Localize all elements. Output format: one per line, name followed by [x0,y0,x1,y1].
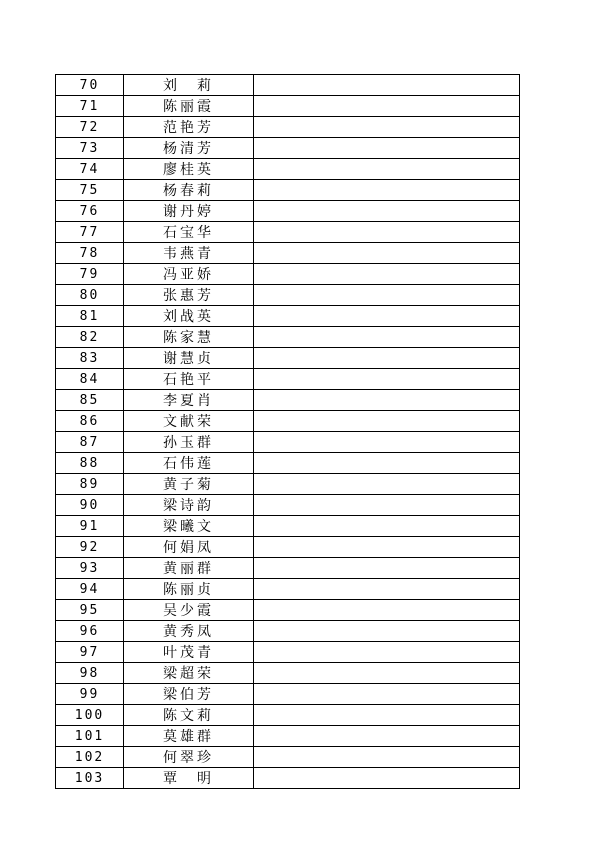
table-row [56,411,520,432]
empty-cell[interactable] [254,327,520,348]
table-row [56,369,520,390]
table-row [56,117,520,138]
empty-cell[interactable] [254,348,520,369]
empty-cell[interactable] [254,600,520,621]
table-row [56,621,520,642]
empty-cell[interactable] [254,453,520,474]
empty-cell[interactable] [254,579,520,600]
table-row [56,285,520,306]
name-cell[interactable]: 谢丹婷 [124,201,254,222]
empty-cell[interactable] [254,264,520,285]
name-cell[interactable]: 吴少霞 [124,600,254,621]
empty-cell[interactable] [254,390,520,411]
row-number-cell[interactable]: 79 [56,264,124,285]
name-cell[interactable]: 梁超荣 [124,663,254,684]
name-cell[interactable]: 石艳平 [124,369,254,390]
name-cell[interactable]: 陈丽贞 [124,579,254,600]
row-number-cell[interactable]: 91 [56,516,124,537]
empty-cell[interactable] [254,642,520,663]
row-number-cell[interactable]: 95 [56,600,124,621]
table-row [56,75,520,96]
empty-cell[interactable] [254,432,520,453]
name-cell[interactable]: 莫雄群 [124,726,254,747]
table-row [56,642,520,663]
table-row [56,243,520,264]
table-row [56,390,520,411]
empty-cell[interactable] [254,537,520,558]
name-cell[interactable]: 梁曦文 [124,516,254,537]
name-cell[interactable]: 陈文莉 [124,705,254,726]
table-row [56,432,520,453]
name-cell[interactable]: 谢慧贞 [124,348,254,369]
name-cell[interactable]: 叶茂青 [124,642,254,663]
empty-cell[interactable] [254,285,520,306]
table-row [56,180,520,201]
row-number-cell[interactable]: 70 [56,75,124,96]
table-row [56,495,520,516]
row-number-cell[interactable]: 102 [56,747,124,768]
row-number-cell[interactable]: 101 [56,726,124,747]
name-cell[interactable]: 杨春莉 [124,180,254,201]
row-number-cell[interactable]: 71 [56,96,124,117]
table-row [56,201,520,222]
empty-cell[interactable] [254,558,520,579]
empty-cell[interactable] [254,306,520,327]
table-row [56,768,520,789]
name-cell[interactable]: 石伟莲 [124,453,254,474]
empty-cell[interactable] [254,663,520,684]
empty-cell[interactable] [254,138,520,159]
table-row [56,705,520,726]
table-row [56,558,520,579]
table-row [56,516,520,537]
name-cell[interactable]: 刘战英 [124,306,254,327]
row-number-cell[interactable]: 76 [56,201,124,222]
name-cell[interactable]: 文献荣 [124,411,254,432]
row-number-cell[interactable]: 88 [56,453,124,474]
row-number-cell[interactable]: 74 [56,159,124,180]
empty-cell[interactable] [254,222,520,243]
row-number-cell[interactable]: 87 [56,432,124,453]
name-cell[interactable]: 范艳芳 [124,117,254,138]
row-number-cell[interactable]: 103 [56,768,124,789]
table-row [56,537,520,558]
row-number-cell[interactable]: 86 [56,411,124,432]
empty-cell[interactable] [254,180,520,201]
empty-cell[interactable] [254,705,520,726]
row-number-cell[interactable]: 84 [56,369,124,390]
empty-cell[interactable] [254,369,520,390]
table-row [56,747,520,768]
row-number-cell[interactable]: 82 [56,327,124,348]
empty-cell[interactable] [254,159,520,180]
row-number-cell[interactable]: 99 [56,684,124,705]
row-number-cell[interactable]: 100 [56,705,124,726]
empty-cell[interactable] [254,75,520,96]
table-row [56,222,520,243]
name-cell[interactable]: 陈丽霞 [124,96,254,117]
name-cell[interactable]: 李夏肖 [124,390,254,411]
name-cell[interactable]: 黄秀凤 [124,621,254,642]
roster-body [56,75,520,789]
table-row [56,138,520,159]
name-cell[interactable]: 何娟凤 [124,537,254,558]
name-roster-table [55,74,520,789]
row-number-cell[interactable]: 78 [56,243,124,264]
row-number-cell[interactable]: 89 [56,474,124,495]
row-number-cell[interactable]: 93 [56,558,124,579]
empty-cell[interactable] [254,621,520,642]
name-cell[interactable]: 张惠芳 [124,285,254,306]
table-row [56,306,520,327]
name-cell[interactable]: 黄子菊 [124,474,254,495]
table-row [56,726,520,747]
row-number-cell[interactable]: 72 [56,117,124,138]
row-number-cell[interactable]: 90 [56,495,124,516]
table-row [56,579,520,600]
row-number-cell[interactable]: 73 [56,138,124,159]
row-number-cell[interactable]: 85 [56,390,124,411]
table-row [56,600,520,621]
row-number-cell[interactable]: 96 [56,621,124,642]
table-row [56,327,520,348]
name-cell[interactable]: 韦燕青 [124,243,254,264]
name-cell[interactable]: 石宝华 [124,222,254,243]
name-cell[interactable]: 冯亚娇 [124,264,254,285]
row-number-cell[interactable]: 94 [56,579,124,600]
empty-cell[interactable] [254,516,520,537]
row-number-cell[interactable]: 98 [56,663,124,684]
name-cell[interactable]: 梁伯芳 [124,684,254,705]
table-row [56,264,520,285]
table-row [56,159,520,180]
row-number-cell[interactable]: 97 [56,642,124,663]
empty-cell[interactable] [254,495,520,516]
empty-cell[interactable] [254,726,520,747]
empty-cell[interactable] [254,117,520,138]
row-number-cell[interactable]: 92 [56,537,124,558]
empty-cell[interactable] [254,684,520,705]
name-cell[interactable]: 梁诗韵 [124,495,254,516]
row-number-cell[interactable]: 77 [56,222,124,243]
name-cell[interactable]: 何翠珍 [124,747,254,768]
name-cell[interactable]: 孙玉群 [124,432,254,453]
empty-cell[interactable] [254,411,520,432]
row-number-cell[interactable]: 83 [56,348,124,369]
table-row [56,96,520,117]
empty-cell[interactable] [254,243,520,264]
table-row [56,453,520,474]
name-cell[interactable]: 陈家慧 [124,327,254,348]
name-cell[interactable]: 黄丽群 [124,558,254,579]
empty-cell[interactable] [254,768,520,789]
empty-cell[interactable] [254,96,520,117]
name-cell[interactable]: 杨清芳 [124,138,254,159]
empty-cell[interactable] [254,747,520,768]
empty-cell[interactable] [254,474,520,495]
empty-cell[interactable] [254,201,520,222]
row-number-cell[interactable]: 81 [56,306,124,327]
row-number-cell[interactable]: 75 [56,180,124,201]
name-cell[interactable]: 刘 莉 [124,75,254,96]
name-cell[interactable]: 廖桂英 [124,159,254,180]
table-row [56,474,520,495]
row-number-cell[interactable]: 80 [56,285,124,306]
name-cell[interactable]: 覃 明 [124,768,254,789]
table-row [56,663,520,684]
table-row [56,684,520,705]
table-row [56,348,520,369]
